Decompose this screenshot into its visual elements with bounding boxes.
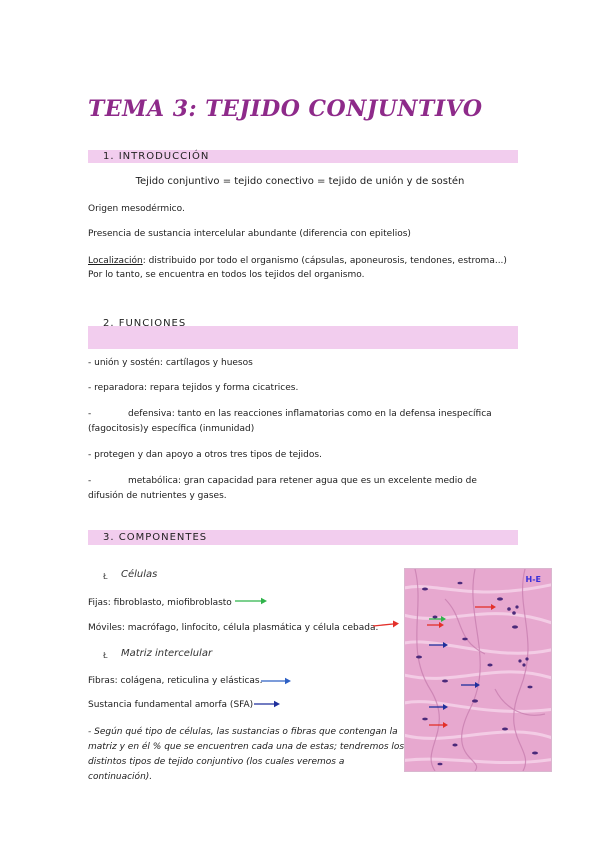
presence-text: Presencia de sustancia intercelular abundante (diferencia con epitelios) <box>88 229 411 239</box>
localization-label: Localización <box>88 256 143 266</box>
note-line-1: - Según qué tipo de células, las sustancias o fibras que contengan la <box>88 727 398 737</box>
matrix-bullet: Ł <box>103 651 108 660</box>
definition-text: Tejido conjuntivo = tejido conectivo = tejido de unión y de sostén <box>135 176 465 187</box>
mobile-cells-text: Móviles: macrófago, linfocito, célula plasmática y célula cebada. <box>88 623 379 633</box>
sfa-text: Sustancia fundamental amorfa (SFA) <box>88 700 254 710</box>
note-line-3: distintos tipos de tejido conjuntivo (los cuales veremos a <box>88 757 345 767</box>
histology-image <box>404 568 552 772</box>
page-title: TEMA 3: TEJIDO CONJUNTIVO <box>88 96 483 122</box>
matrix-subtitle: Matriz intercelular <box>121 648 213 659</box>
localization-line2: Por lo tanto, se encuentra en todos los tejidos del organismo. <box>88 270 365 280</box>
section-band-funciones <box>88 326 518 349</box>
localization-body: : distribuido por todo el organismo (cápsulas, aponeurosis, tendones, estroma...) <box>142 256 507 266</box>
function-defensiva-dash: - <box>88 409 92 419</box>
green-arrow-icon <box>234 596 268 606</box>
fibers-text: Fibras: colágena, reticulina y elásticas. <box>88 676 263 686</box>
cells-subtitle: Células <box>121 569 158 580</box>
function-metabolica-dash: - <box>88 476 92 486</box>
function-metabolica-line2: difusión de nutrientes y gases. <box>88 491 227 501</box>
navy-arrow-icon <box>253 699 281 709</box>
connective-tissue-micrograph <box>405 569 551 771</box>
light-blue-arrow-icon <box>260 676 292 686</box>
fixed-cells-text: Fijas: fibroblasto, miofibroblasto <box>88 598 232 608</box>
cells-bullet: Ł <box>103 572 108 581</box>
stain-label: H-E <box>525 575 541 584</box>
function-union: - unión y sostén: cartílagos y huesos <box>88 358 253 368</box>
function-reparadora: - reparadora: repara tejidos y forma cicatrices. <box>88 383 299 393</box>
section-heading-componentes: 3. COMPONENTES <box>103 532 208 543</box>
function-metabolica-line1: metabólica: gran capacidad para retener agua que es un excelente medio de <box>128 476 477 486</box>
function-defensiva-line1: defensiva: tanto en las reacciones inflamatorias como en la defensa inespecífica <box>128 409 492 419</box>
section-heading-introduccion: 1. INTRODUCCIÓN <box>103 151 210 162</box>
origin-text: Origen mesodérmico. <box>88 204 185 214</box>
function-defensiva-line2: (fagocitosis)y específica (inmunidad) <box>88 424 255 434</box>
note-line-4: continuación). <box>88 772 153 782</box>
function-apoyo: - protegen y dan apoyo a otros tres tipos de tejidos. <box>88 450 322 460</box>
note-line-2: matriz y en él % que se encuentren cada una de estas; tendremos los <box>88 742 405 752</box>
localization-text <box>88 255 507 267</box>
section-heading-funciones: 2. FUNCIONES <box>103 318 187 329</box>
red-arrow-icon <box>372 619 400 631</box>
